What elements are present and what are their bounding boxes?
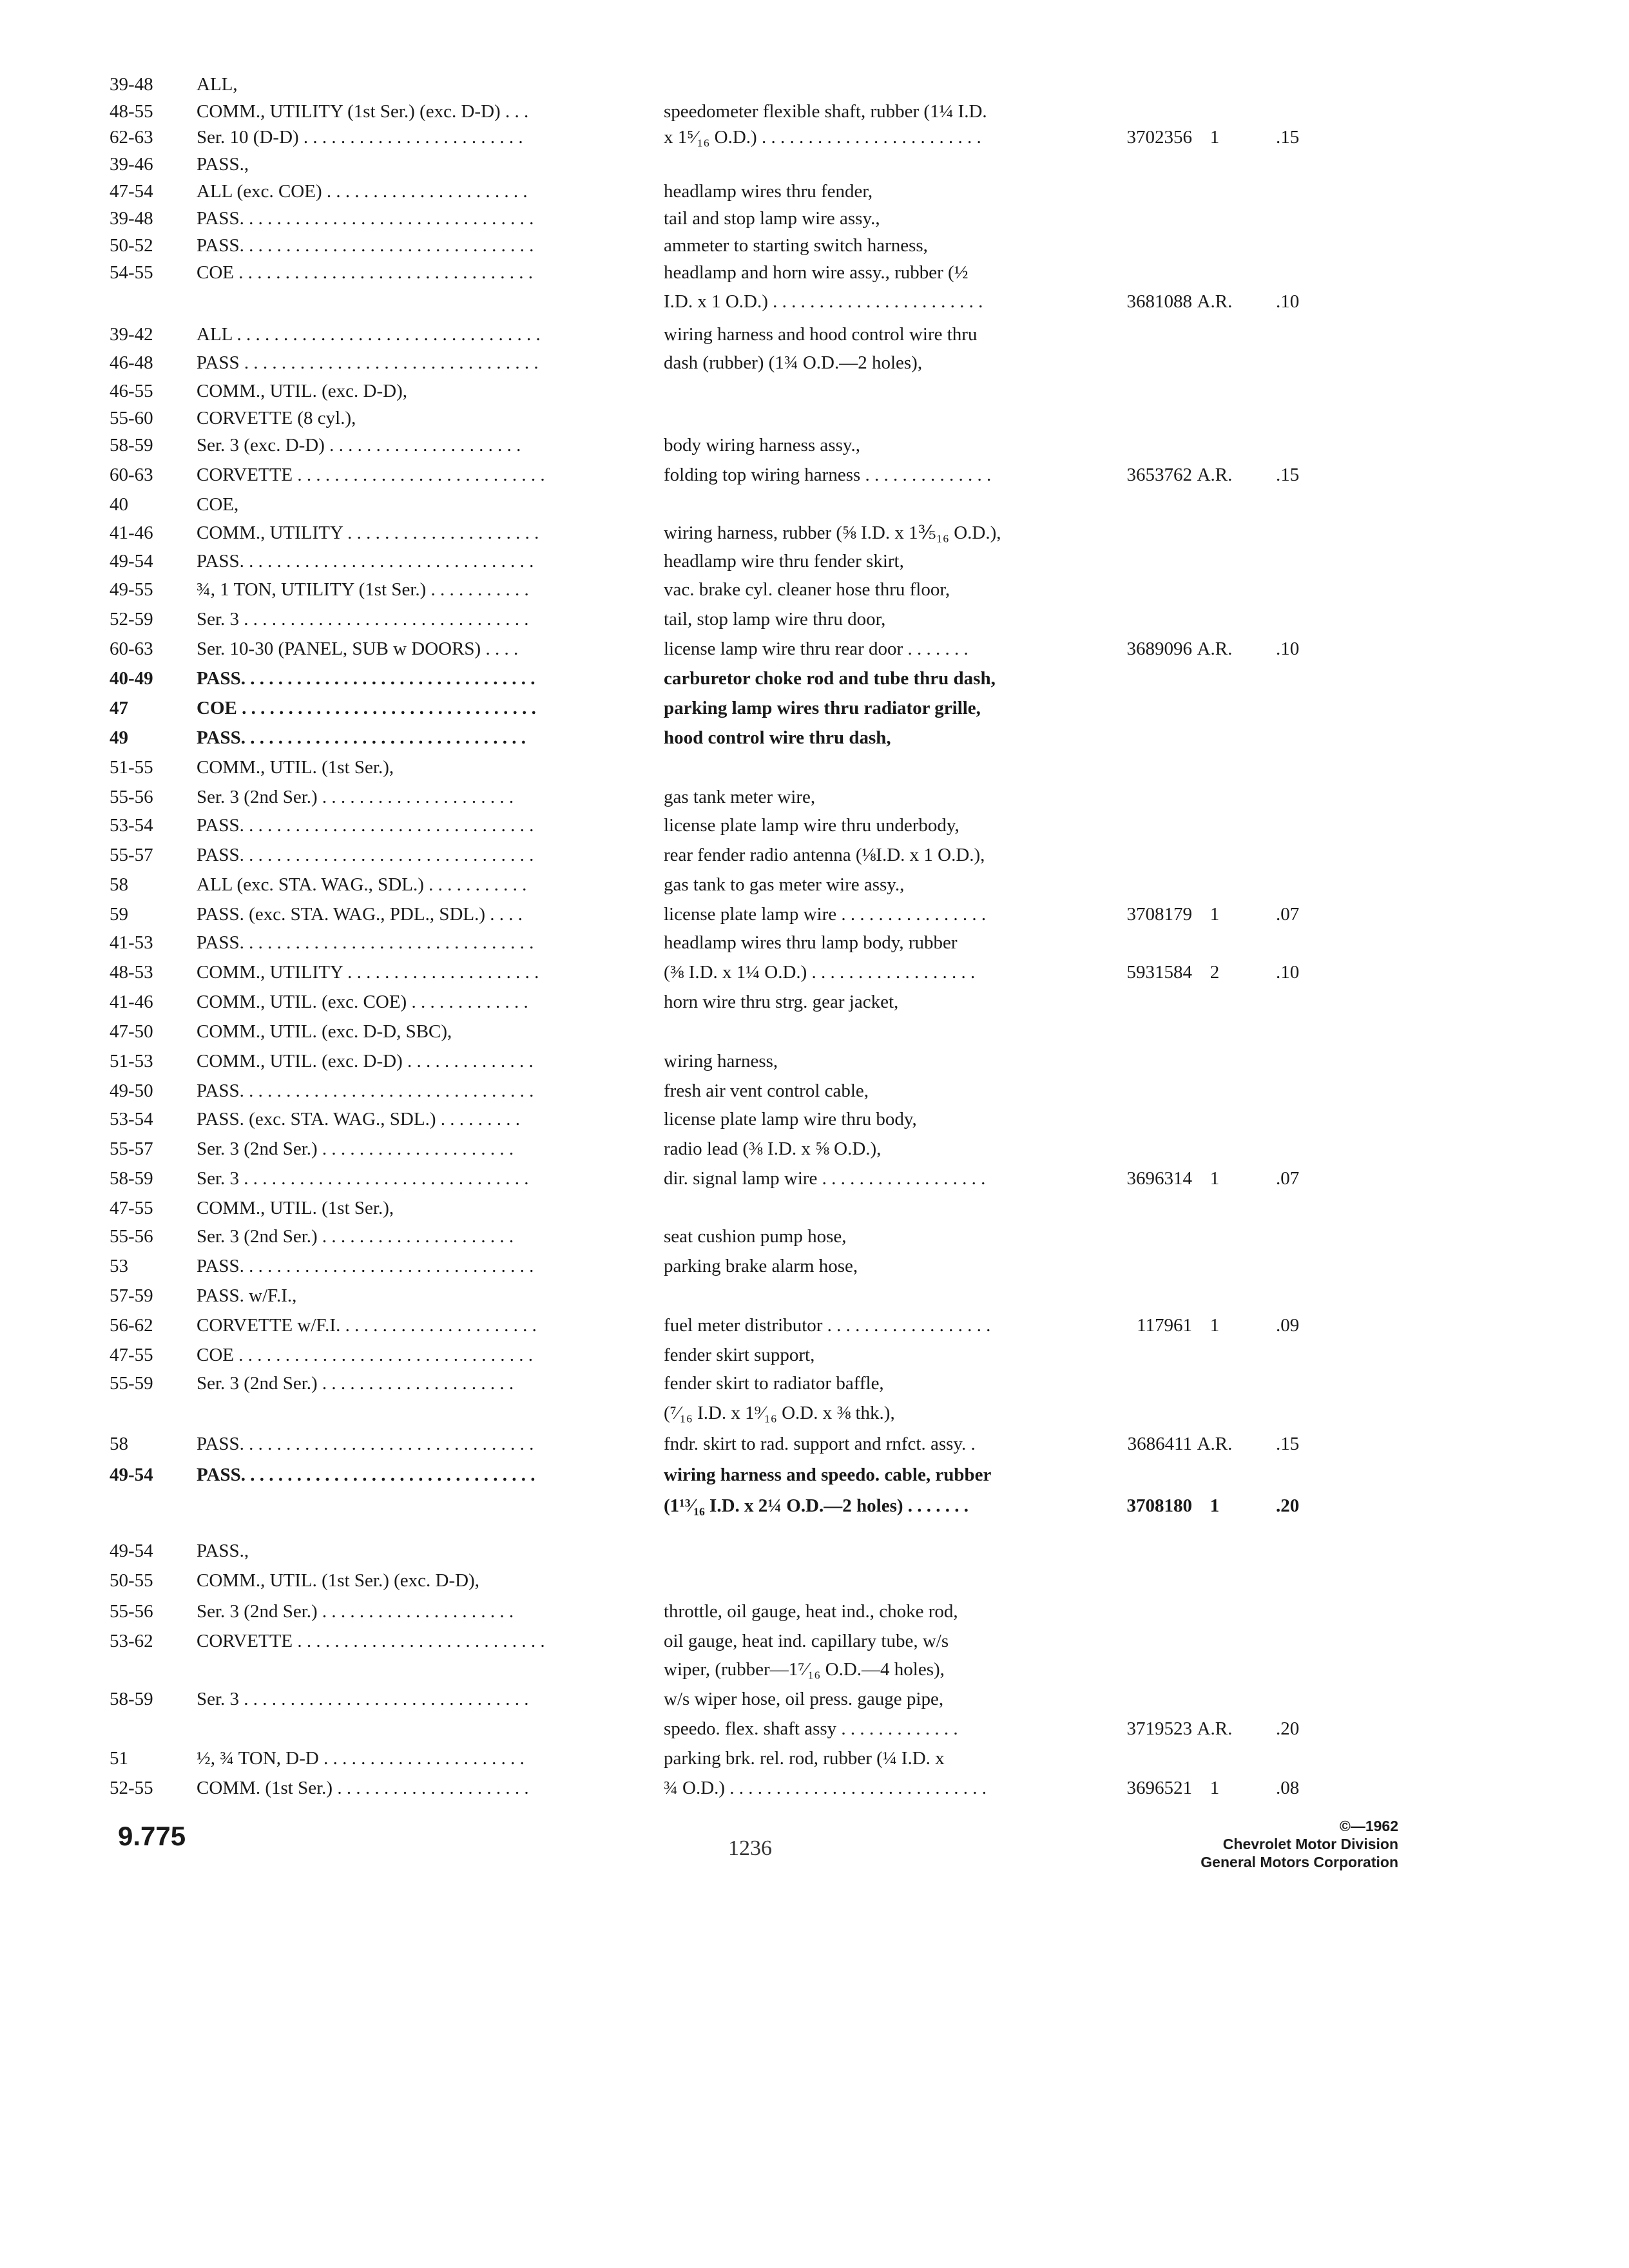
model-name: PASS. . . . . . . . . . . . . . . . . . . . . . . . . . . . . . . . xyxy=(197,1465,535,1485)
part-description: license plate lamp wire thru body, xyxy=(664,1109,917,1129)
part-description: I.D. x 1 O.D.) . . . . . . . . . . . . . . . . . . . . . . . xyxy=(664,291,983,312)
table-row xyxy=(0,782,1629,812)
table-row xyxy=(0,899,1629,929)
model-name: COE . . . . . . . . . . . . . . . . . . . . . . . . . . . . . . . . xyxy=(197,1345,533,1365)
part-description: gas tank to gas meter wire assy., xyxy=(664,874,905,895)
part-description: folding top wiring harness . . . . . . . . . . . . . . xyxy=(664,465,992,485)
model-name: CORVETTE w/F.I. . . . . . . . . . . . . . . . . . . . . . xyxy=(197,1315,537,1336)
part-description: wiring harness and speedo. cable, rubber xyxy=(664,1465,992,1485)
model-year: 39-48 xyxy=(110,208,153,229)
model-name: PASS. . . . . . . . . . . . . . . . . . . . . . . . . . . . . . . . xyxy=(197,668,535,689)
model-name: COE, xyxy=(197,494,239,515)
table-row xyxy=(0,1714,1629,1744)
part-number: 5931584 xyxy=(1126,962,1192,983)
model-year: 55-56 xyxy=(110,787,153,807)
price: .07 xyxy=(1276,1168,1300,1189)
table-row xyxy=(0,122,1629,152)
model-year: 62-63 xyxy=(110,127,153,148)
table-row xyxy=(0,376,1629,406)
table-row xyxy=(0,490,1629,519)
model-year: 47 xyxy=(110,698,128,718)
model-name: CORVETTE . . . . . . . . . . . . . . . . . . . . . . . . . . . xyxy=(197,1631,545,1651)
model-year: 49-54 xyxy=(110,551,153,572)
model-name: PASS. . . . . . . . . . . . . . . . . . . . . . . . . . . . . . . xyxy=(197,727,526,748)
model-year: 60-63 xyxy=(110,465,153,485)
table-row xyxy=(0,348,1629,378)
model-year: 49-54 xyxy=(110,1541,153,1561)
model-name: PASS. . . . . . . . . . . . . . . . . . . . . . . . . . . . . . . . xyxy=(197,815,534,836)
model-year: 40-49 xyxy=(110,668,153,689)
model-name: PASS. . . . . . . . . . . . . . . . . . . . . . . . . . . . . . . . xyxy=(197,235,534,256)
part-description: hood control wire thru dash, xyxy=(664,727,891,748)
model-name: COMM., UTILITY (1st Ser.) (exc. D-D) . . . xyxy=(197,101,529,122)
quantity: A.R. xyxy=(1197,465,1233,485)
price: .08 xyxy=(1276,1778,1300,1798)
table-row xyxy=(0,1193,1629,1223)
table-row xyxy=(0,1281,1629,1311)
table-row xyxy=(0,723,1629,753)
table-row xyxy=(0,1536,1629,1566)
copyright-year: ©—1962 xyxy=(1339,1818,1398,1834)
model-year: 53-54 xyxy=(110,815,153,836)
part-number: 3708180 xyxy=(1126,1495,1192,1516)
table-row xyxy=(0,1104,1629,1134)
model-name: Ser. 3 (2nd Ser.) . . . . . . . . . . . . . . . . . . . . . xyxy=(197,1139,514,1159)
model-year: 47-55 xyxy=(110,1198,153,1218)
model-year: 47-55 xyxy=(110,1345,153,1365)
table-row xyxy=(0,1398,1629,1428)
part-description: vac. brake cyl. cleaner hose thru floor, xyxy=(664,579,950,600)
table-row xyxy=(0,287,1629,316)
model-year: 58 xyxy=(110,874,128,895)
table-row xyxy=(0,403,1629,433)
model-year: 47-50 xyxy=(110,1021,153,1042)
model-year: 48-55 xyxy=(110,101,153,122)
part-description: fuel meter distributor . . . . . . . . . . . . . . . . . . xyxy=(664,1315,991,1336)
model-name: PASS. w/F.I., xyxy=(197,1285,297,1306)
part-description: tail and stop lamp wire assy., xyxy=(664,208,880,229)
model-name: Ser. 3 (2nd Ser.) . . . . . . . . . . . . . . . . . . . . . xyxy=(197,1226,514,1247)
part-description: dir. signal lamp wire . . . . . . . . . . . . . . . . . . xyxy=(664,1168,986,1189)
part-number: 3702356 xyxy=(1126,127,1192,148)
part-description: fndr. skirt to rad. support and rnfct. assy. . xyxy=(664,1434,976,1454)
model-name: PASS. . . . . . . . . . . . . . . . . . . . . . . . . . . . . . . . xyxy=(197,1256,534,1276)
model-name: PASS. . . . . . . . . . . . . . . . . . . . . . . . . . . . . . . . xyxy=(197,845,534,865)
model-name: PASS., xyxy=(197,154,249,175)
model-name: PASS. . . . . . . . . . . . . . . . . . . . . . . . . . . . . . . . xyxy=(197,208,534,229)
part-description: fresh air vent control cable, xyxy=(664,1081,869,1101)
model-name: ALL, xyxy=(197,74,238,95)
part-description: throttle, oil gauge, heat ind., choke rod, xyxy=(664,1601,958,1622)
section-code: 9.775 xyxy=(118,1821,186,1851)
model-name: Ser. 3 (2nd Ser.) . . . . . . . . . . . . . . . . . . . . . xyxy=(197,1601,514,1622)
table-row xyxy=(0,320,1629,349)
table-row xyxy=(0,1222,1629,1251)
model-name: COE . . . . . . . . . . . . . . . . . . . . . . . . . . . . . . . . xyxy=(197,698,536,718)
table-row xyxy=(0,1429,1629,1459)
table-row xyxy=(0,1744,1629,1773)
model-year: 55-60 xyxy=(110,408,153,428)
part-description: headlamp wire thru fender skirt, xyxy=(664,551,904,572)
quantity: 1 xyxy=(1210,127,1220,148)
model-year: 58-59 xyxy=(110,1168,153,1189)
quantity: 1 xyxy=(1210,904,1220,925)
table-row xyxy=(0,546,1629,576)
table-row xyxy=(0,1046,1629,1076)
model-year: 39-48 xyxy=(110,74,153,95)
table-row xyxy=(0,204,1629,233)
model-name: ALL (exc. STA. WAG., SDL.) . . . . . . . . . . . xyxy=(197,874,527,895)
part-description: parking brake alarm hose, xyxy=(664,1256,858,1276)
part-description: wiring harness, rubber (⅝ I.D. x 1⅗₁₆ O.D.), xyxy=(664,523,1001,543)
model-name: PASS. . . . . . . . . . . . . . . . . . . . . . . . . . . . . . . . xyxy=(197,1081,534,1101)
model-year: 54-55 xyxy=(110,262,153,283)
model-name: CORVETTE . . . . . . . . . . . . . . . . . . . . . . . . . . . xyxy=(197,465,545,485)
price: .10 xyxy=(1276,962,1300,983)
model-year: 49-50 xyxy=(110,1081,153,1101)
model-year: 55-57 xyxy=(110,1139,153,1159)
quantity: 1 xyxy=(1210,1315,1220,1336)
model-name: COMM., UTIL. (exc. D-D), xyxy=(197,381,407,401)
model-name: PASS. . . . . . . . . . . . . . . . . . . . . . . . . . . . . . . . xyxy=(197,932,534,953)
model-year: 39-46 xyxy=(110,154,153,175)
model-name: COMM., UTIL. (1st Ser.), xyxy=(197,757,394,778)
table-row xyxy=(0,460,1629,490)
model-year: 50-52 xyxy=(110,235,153,256)
model-name: PASS. . . . . . . . . . . . . . . . . . . . . . . . . . . . . . . . xyxy=(197,551,534,572)
part-description: license plate lamp wire thru underbody, xyxy=(664,815,959,836)
model-name: PASS. (exc. STA. WAG., PDL., SDL.) . . . . xyxy=(197,904,523,925)
part-description: (⁷⁄₁₆ I.D. x 1⁹⁄₁₆ O.D. x ⅜ thk.), xyxy=(664,1403,895,1423)
model-name: ALL . . . . . . . . . . . . . . . . . . . . . . . . . . . . . . . . . xyxy=(197,324,541,345)
price: .10 xyxy=(1276,639,1300,659)
part-description: (⅜ I.D. x 1¼ O.D.) . . . . . . . . . . . . . . . . . . xyxy=(664,962,976,983)
table-row xyxy=(0,840,1629,870)
table-row xyxy=(0,518,1629,548)
price: .20 xyxy=(1276,1718,1300,1739)
model-name: ALL (exc. COE) . . . . . . . . . . . . . . . . . . . . . . xyxy=(197,181,528,202)
model-year: 52-55 xyxy=(110,1778,153,1798)
part-description: parking brk. rel. rod, rubber (¼ I.D. x xyxy=(664,1748,945,1769)
quantity: A.R. xyxy=(1197,1718,1233,1739)
model-year: 55-56 xyxy=(110,1601,153,1622)
part-number: 3696521 xyxy=(1126,1778,1192,1798)
table-row xyxy=(0,1597,1629,1626)
price: .10 xyxy=(1276,291,1300,312)
part-description: carburetor choke rod and tube thru dash, xyxy=(664,668,996,689)
part-number: 117961 xyxy=(1137,1315,1192,1336)
table-row xyxy=(0,1773,1629,1803)
model-year: 55-56 xyxy=(110,1226,153,1247)
table-row xyxy=(0,928,1629,957)
model-name: PASS. . . . . . . . . . . . . . . . . . . . . . . . . . . . . . . . xyxy=(197,1434,534,1454)
part-number: 3686411 xyxy=(1127,1434,1192,1454)
table-row xyxy=(0,258,1629,287)
table-row xyxy=(0,634,1629,664)
model-year: 46-48 xyxy=(110,352,153,373)
model-name: PASS. (exc. STA. WAG., SDL.) . . . . . . . . . xyxy=(197,1109,520,1129)
model-name: Ser. 3 . . . . . . . . . . . . . . . . . . . . . . . . . . . . . . . xyxy=(197,1168,529,1189)
table-row xyxy=(0,1626,1629,1656)
model-year: 49-55 xyxy=(110,579,153,600)
part-description: rear fender radio antenna (⅛I.D. x 1 O.D.), xyxy=(664,845,985,865)
part-description: seat cushion pump hose, xyxy=(664,1226,847,1247)
table-row xyxy=(0,957,1629,987)
model-year: 58 xyxy=(110,1434,128,1454)
price: .20 xyxy=(1276,1495,1300,1516)
model-name: COMM., UTILITY . . . . . . . . . . . . . . . . . . . . . xyxy=(197,523,539,543)
part-description: wiring harness, xyxy=(664,1051,778,1072)
model-year: 49 xyxy=(110,727,128,748)
model-year: 60-63 xyxy=(110,639,153,659)
part-description: body wiring harness assy., xyxy=(664,435,860,456)
table-row xyxy=(0,1017,1629,1046)
part-description: (1¹³⁄₁₆ I.D. x 2¼ O.D.—2 holes) . . . . . . . xyxy=(664,1495,969,1516)
model-year: 47-54 xyxy=(110,181,153,202)
part-description: speedo. flex. shaft assy . . . . . . . . . . . . . xyxy=(664,1718,958,1739)
part-number: 3653762 xyxy=(1126,465,1192,485)
quantity: A.R. xyxy=(1197,291,1233,312)
model-name: Ser. 3 (exc. D-D) . . . . . . . . . . . . . . . . . . . . . xyxy=(197,435,521,456)
model-year: 49-54 xyxy=(110,1465,153,1485)
model-name: COMM., UTIL. (1st Ser.) (exc. D-D), xyxy=(197,1570,479,1591)
table-row xyxy=(0,1076,1629,1106)
part-description: dash (rubber) (1¾ O.D.—2 holes), xyxy=(664,352,923,373)
part-description: tail, stop lamp wire thru door, xyxy=(664,609,886,629)
part-description: gas tank meter wire, xyxy=(664,787,816,807)
model-name: COMM. (1st Ser.) . . . . . . . . . . . . . . . . . . . . . xyxy=(197,1778,529,1798)
model-name: Ser. 3 . . . . . . . . . . . . . . . . . . . . . . . . . . . . . . . xyxy=(197,1689,529,1709)
table-row xyxy=(0,753,1629,782)
part-number: 3708179 xyxy=(1126,904,1192,925)
table-row xyxy=(0,1311,1629,1340)
price: .09 xyxy=(1276,1315,1300,1336)
table-row xyxy=(0,1369,1629,1398)
table-row xyxy=(0,177,1629,206)
copyright-block xyxy=(1095,1817,1398,1871)
model-year: 51 xyxy=(110,1748,128,1769)
part-description: w/s wiper hose, oil press. gauge pipe, xyxy=(664,1689,944,1709)
part-number: 3689096 xyxy=(1126,639,1192,659)
part-description: license lamp wire thru rear door . . . . . . . xyxy=(664,639,969,659)
part-description: radio lead (⅜ I.D. x ⅝ O.D.), xyxy=(664,1139,882,1159)
model-year: 41-46 xyxy=(110,992,153,1012)
table-row xyxy=(0,149,1629,179)
price: .15 xyxy=(1276,1434,1300,1454)
table-row xyxy=(0,1684,1629,1714)
part-description: license plate lamp wire . . . . . . . . . . . . . . . . xyxy=(664,904,987,925)
model-year: 41-46 xyxy=(110,523,153,543)
model-name: Ser. 3 . . . . . . . . . . . . . . . . . . . . . . . . . . . . . . . xyxy=(197,609,529,629)
quantity: A.R. xyxy=(1197,1434,1233,1454)
table-row xyxy=(0,693,1629,723)
table-row xyxy=(0,1655,1629,1684)
part-description: wiper, (rubber—1⁷⁄₁₆ O.D.—4 holes), xyxy=(664,1659,945,1680)
price: .15 xyxy=(1276,127,1300,148)
model-year: 48-53 xyxy=(110,962,153,983)
model-year: 41-53 xyxy=(110,932,153,953)
model-name: PASS . . . . . . . . . . . . . . . . . . . . . . . . . . . . . . . . xyxy=(197,352,539,373)
model-name: PASS., xyxy=(197,1541,249,1561)
model-year: 53-54 xyxy=(110,1109,153,1129)
part-description: parking lamp wires thru radiator grille, xyxy=(664,698,981,718)
table-row xyxy=(0,1566,1629,1595)
model-year: 46-55 xyxy=(110,381,153,401)
table-row xyxy=(0,987,1629,1017)
quantity: 1 xyxy=(1210,1778,1220,1798)
part-number: 3681088 xyxy=(1126,291,1192,312)
table-row xyxy=(0,870,1629,899)
table-row xyxy=(0,1134,1629,1164)
part-description: ammeter to starting switch harness, xyxy=(664,235,928,256)
model-year: 39-42 xyxy=(110,324,153,345)
table-row xyxy=(0,1491,1629,1521)
part-description: ¾ O.D.) . . . . . . . . . . . . . . . . . . . . . . . . . . . . xyxy=(664,1778,987,1798)
part-number: 3696314 xyxy=(1126,1168,1192,1189)
model-year: 56-62 xyxy=(110,1315,153,1336)
model-year: 55-57 xyxy=(110,845,153,865)
corporation-name: General Motors Corporation xyxy=(1200,1854,1398,1870)
model-year: 58-59 xyxy=(110,435,153,456)
model-year: 53 xyxy=(110,1256,128,1276)
model-name: Ser. 3 (2nd Ser.) . . . . . . . . . . . . . . . . . . . . . xyxy=(197,787,514,807)
model-name: COE . . . . . . . . . . . . . . . . . . . . . . . . . . . . . . . . xyxy=(197,262,533,283)
model-name: COMM., UTILITY . . . . . . . . . . . . . . . . . . . . . xyxy=(197,962,539,983)
quantity: 1 xyxy=(1210,1495,1220,1516)
page-number: 1236 xyxy=(728,1836,772,1860)
model-name: Ser. 3 (2nd Ser.) . . . . . . . . . . . . . . . . . . . . . xyxy=(197,1373,514,1394)
model-year: 57-59 xyxy=(110,1285,153,1306)
model-year: 50-55 xyxy=(110,1570,153,1591)
table-row xyxy=(0,430,1629,460)
quantity: 1 xyxy=(1210,1168,1220,1189)
price: .15 xyxy=(1276,465,1300,485)
model-name: COMM., UTIL. (1st Ser.), xyxy=(197,1198,394,1218)
model-year: 59 xyxy=(110,904,128,925)
table-row xyxy=(0,811,1629,840)
price: .07 xyxy=(1276,904,1300,925)
part-description: headlamp and horn wire assy., rubber (½ xyxy=(664,262,969,283)
table-row xyxy=(0,1251,1629,1281)
table-row xyxy=(0,1340,1629,1370)
table-row xyxy=(0,575,1629,604)
part-description: wiring harness and hood control wire thru xyxy=(664,324,978,345)
part-description: x 1⁵⁄₁₆ O.D.) . . . . . . . . . . . . . . . . . . . . . . . . xyxy=(664,127,981,148)
table-row xyxy=(0,70,1629,99)
model-year: 55-59 xyxy=(110,1373,153,1394)
model-year: 52-59 xyxy=(110,609,153,629)
quantity: 2 xyxy=(1210,962,1220,983)
table-row xyxy=(0,604,1629,634)
model-name: ¾, 1 TON, UTILITY (1st Ser.) . . . . . . . . . . . xyxy=(197,579,529,600)
part-description: oil gauge, heat ind. capillary tube, w/s xyxy=(664,1631,949,1651)
model-year: 40 xyxy=(110,494,128,515)
table-row xyxy=(0,231,1629,260)
part-description: horn wire thru strg. gear jacket, xyxy=(664,992,899,1012)
model-name: ½, ¾ TON, D-D . . . . . . . . . . . . . . . . . . . . . . xyxy=(197,1748,525,1769)
model-name: COMM., UTIL. (exc. D-D, SBC), xyxy=(197,1021,452,1042)
model-year: 53-62 xyxy=(110,1631,153,1651)
model-year: 51-53 xyxy=(110,1051,153,1072)
part-number: 3719523 xyxy=(1126,1718,1192,1739)
quantity: A.R. xyxy=(1197,639,1233,659)
part-description: headlamp wires thru fender, xyxy=(664,181,873,202)
model-year: 58-59 xyxy=(110,1689,153,1709)
division-name: Chevrolet Motor Division xyxy=(1222,1836,1398,1852)
part-description: fender skirt to radiator baffle, xyxy=(664,1373,884,1394)
model-name: Ser. 10 (D-D) . . . . . . . . . . . . . . . . . . . . . . . . xyxy=(197,127,523,148)
model-name: CORVETTE (8 cyl.), xyxy=(197,408,356,428)
table-row xyxy=(0,664,1629,693)
part-description: fender skirt support, xyxy=(664,1345,815,1365)
model-year: 51-55 xyxy=(110,757,153,778)
part-description: speedometer flexible shaft, rubber (1¼ I.D. xyxy=(664,101,987,122)
part-description: headlamp wires thru lamp body, rubber xyxy=(664,932,958,953)
table-row xyxy=(0,1164,1629,1193)
model-name: Ser. 10-30 (PANEL, SUB w DOORS) . . . . xyxy=(197,639,519,659)
table-row xyxy=(0,1460,1629,1490)
model-name: COMM., UTIL. (exc. D-D) . . . . . . . . . . . . . . xyxy=(197,1051,534,1072)
model-name: COMM., UTIL. (exc. COE) . . . . . . . . . . . . . xyxy=(197,992,528,1012)
